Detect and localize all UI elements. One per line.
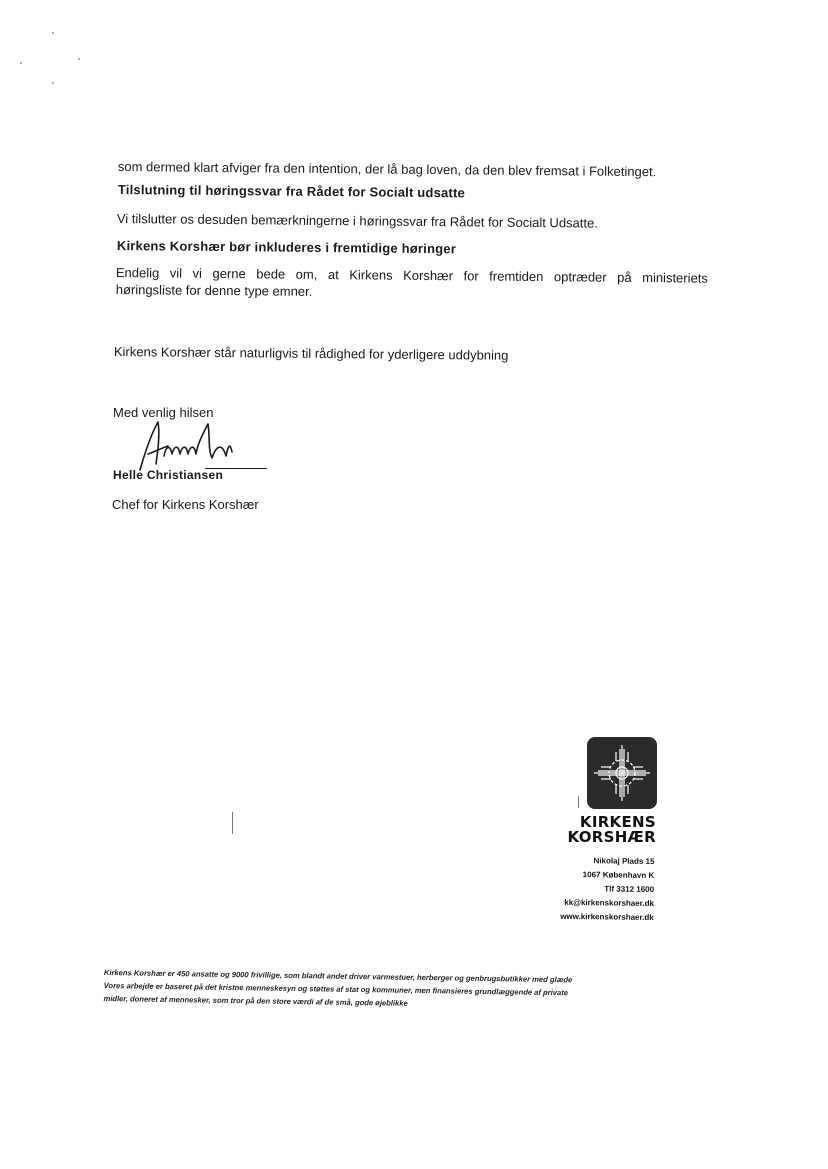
footer-statement [103, 966, 672, 1014]
scan-speck [78, 58, 80, 60]
organization-name [567, 815, 656, 845]
scan-artifact [578, 796, 579, 808]
footer-line: Kirkens Korshær er 450 ansatte og 9000 frivillige, som blandt andet driver varmestuer, herberger og genbrugsbutikker med glæde [103, 967, 573, 985]
organization-name-line: KORSHÆR [567, 828, 656, 846]
address-street: Nikolaj Plads 15 [593, 856, 655, 866]
intro-paragraph: som dermed klart afviger fra den intention, der lå bag loven, da den blev fremsat i Folketinget. [117, 158, 657, 180]
signature-line [205, 468, 267, 469]
closing-greeting: Med venlig hilsen [113, 405, 214, 420]
scan-speck [52, 32, 54, 34]
section-text-inkluderes [116, 264, 708, 304]
footer-line: Vores arbejde er baseret på det kristne menneskesyn og støttes af stat og kommuner, men finansieres grundlæggende af private [103, 980, 569, 998]
scan-artifact [232, 812, 233, 834]
signer-title: Chef for Kirkens Korshær [112, 497, 259, 512]
availability-paragraph: Kirkens Korshær står naturligvis til rådighed for yderligere uddybning [113, 343, 509, 363]
section-text-line: høringsliste for denne type emner. [115, 281, 313, 299]
address-email: kk@kirkenskorshaer.dk [564, 897, 655, 908]
footer-line: midler, doneret af mennesker, som tror på den store værdi af de små, gode øjeblikke [103, 993, 408, 1008]
organization-address [561, 854, 655, 925]
kirkens-korshaer-logo-icon [587, 737, 657, 809]
section-text-line: Endelig vil vi gerne bede om, at Kirkens Korshær for fremtiden optræder på ministeriets [115, 264, 708, 286]
section-text-tilslutning: Vi tilslutter os desuden bemærkningerne i høringssvar fra Rådet for Socialt Udsatte. [116, 210, 598, 231]
signer-name: Helle Christiansen [113, 468, 224, 482]
scan-speck [52, 82, 54, 84]
scan-speck [20, 62, 22, 64]
section-heading-tilslutning: Tilslutning til høringssvar fra Rådet for Socialt udsatte [117, 182, 466, 201]
organization-name-line: KIRKENS [579, 813, 656, 831]
section-heading-inkluderes: Kirkens Korshær bør inkluderes i fremtidige høringer [116, 238, 457, 257]
address-city: 1067 København K [583, 870, 655, 880]
address-phone: Tlf 3312 1600 [604, 884, 655, 894]
address-website: www.kirkenskorshaer.dk [560, 911, 655, 922]
